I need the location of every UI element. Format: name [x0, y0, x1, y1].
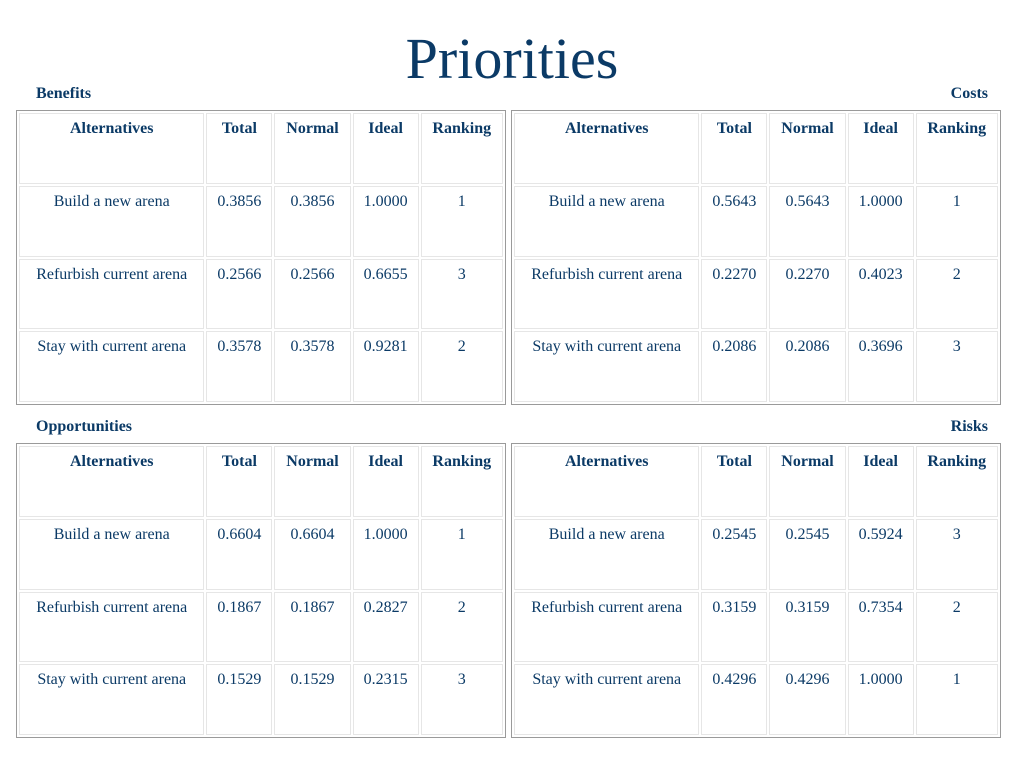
ideal-cell: 0.4023 [848, 259, 914, 330]
header-normal: Normal [769, 113, 845, 184]
costs-label: Costs [950, 85, 988, 102]
normal-cell: 0.4296 [769, 664, 845, 735]
header-total: Total [701, 113, 767, 184]
ideal-cell: 0.3696 [848, 331, 914, 402]
table-header-row [19, 113, 503, 184]
table-row [514, 519, 998, 590]
total-cell: 0.2566 [206, 259, 272, 330]
header-total: Total [206, 446, 272, 517]
normal-cell: 0.1529 [274, 664, 350, 735]
alternative-cell: Refurbish current arena [19, 259, 204, 330]
total-cell: 0.2270 [701, 259, 767, 330]
header-normal: Normal [274, 446, 350, 517]
risks-label: Risks [950, 418, 988, 435]
ranking-cell: 1 [421, 519, 503, 590]
table-row [514, 259, 998, 330]
table-row [514, 592, 998, 663]
table-row [19, 519, 503, 590]
table-row [514, 186, 998, 257]
total-cell: 0.4296 [701, 664, 767, 735]
alternative-cell: Build a new arena [19, 519, 204, 590]
ideal-cell: 1.0000 [848, 664, 914, 735]
table-row [514, 331, 998, 402]
total-cell: 0.1867 [206, 592, 272, 663]
benefits-table [16, 110, 506, 405]
header-ideal: Ideal [848, 113, 914, 184]
total-cell: 0.3159 [701, 592, 767, 663]
table-header-row [514, 113, 998, 184]
normal-cell: 0.2545 [769, 519, 845, 590]
table-header-row [514, 446, 998, 517]
ranking-cell: 1 [916, 664, 998, 735]
alternative-cell: Stay with current arena [514, 664, 699, 735]
total-cell: 0.2086 [701, 331, 767, 402]
ideal-cell: 1.0000 [353, 519, 419, 590]
alternative-cell: Build a new arena [19, 186, 204, 257]
header-ranking: Ranking [916, 113, 998, 184]
header-normal: Normal [769, 446, 845, 517]
alternative-cell: Build a new arena [514, 519, 699, 590]
total-cell: 0.5643 [701, 186, 767, 257]
normal-cell: 0.2566 [274, 259, 350, 330]
ranking-cell: 1 [916, 186, 998, 257]
alternative-cell: Refurbish current arena [514, 592, 699, 663]
ranking-cell: 2 [421, 331, 503, 402]
alternative-cell: Refurbish current arena [514, 259, 699, 330]
normal-cell: 0.3578 [274, 331, 350, 402]
ideal-cell: 0.6655 [353, 259, 419, 330]
ranking-cell: 2 [916, 592, 998, 663]
alternative-cell: Refurbish current arena [19, 592, 204, 663]
normal-cell: 0.5643 [769, 186, 845, 257]
ranking-cell: 3 [421, 664, 503, 735]
ranking-cell: 2 [421, 592, 503, 663]
table-row [19, 331, 503, 402]
header-alternatives: Alternatives [19, 446, 204, 517]
ideal-cell: 1.0000 [353, 186, 419, 257]
alternative-cell: Stay with current arena [514, 331, 699, 402]
benefits-label: Benefits [36, 85, 92, 102]
opportunities-table [16, 443, 506, 738]
ideal-cell: 0.5924 [848, 519, 914, 590]
alternative-cell: Stay with current arena [19, 331, 204, 402]
header-ranking: Ranking [421, 446, 503, 517]
header-alternatives: Alternatives [514, 446, 699, 517]
header-alternatives: Alternatives [19, 113, 204, 184]
table-header-row [19, 446, 503, 517]
normal-cell: 0.3856 [274, 186, 350, 257]
total-cell: 0.1529 [206, 664, 272, 735]
normal-cell: 0.6604 [274, 519, 350, 590]
total-cell: 0.3856 [206, 186, 272, 257]
total-cell: 0.2545 [701, 519, 767, 590]
total-cell: 0.6604 [206, 519, 272, 590]
header-total: Total [701, 446, 767, 517]
costs-table [511, 110, 1001, 405]
header-total: Total [206, 113, 272, 184]
normal-cell: 0.2086 [769, 331, 845, 402]
opportunities-label: Opportunities [36, 418, 133, 435]
normal-cell: 0.3159 [769, 592, 845, 663]
ranking-cell: 1 [421, 186, 503, 257]
ideal-cell: 0.7354 [848, 592, 914, 663]
header-ranking: Ranking [916, 446, 998, 517]
header-normal: Normal [274, 113, 350, 184]
ranking-cell: 3 [916, 519, 998, 590]
ideal-cell: 0.9281 [353, 331, 419, 402]
ideal-cell: 0.2315 [353, 664, 419, 735]
header-ranking: Ranking [421, 113, 503, 184]
table-row [19, 259, 503, 330]
header-ideal: Ideal [848, 446, 914, 517]
normal-cell: 0.1867 [274, 592, 350, 663]
header-ideal: Ideal [353, 113, 419, 184]
risks-table [511, 443, 1001, 738]
page-title: Priorities [405, 26, 619, 91]
ideal-cell: 0.2827 [353, 592, 419, 663]
ranking-cell: 3 [916, 331, 998, 402]
ranking-cell: 2 [916, 259, 998, 330]
alternative-cell: Stay with current arena [19, 664, 204, 735]
header-alternatives: Alternatives [514, 113, 699, 184]
total-cell: 0.3578 [206, 331, 272, 402]
table-row [514, 664, 998, 735]
normal-cell: 0.2270 [769, 259, 845, 330]
table-row [19, 186, 503, 257]
ideal-cell: 1.0000 [848, 186, 914, 257]
table-row [19, 592, 503, 663]
header-ideal: Ideal [353, 446, 419, 517]
ranking-cell: 3 [421, 259, 503, 330]
alternative-cell: Build a new arena [514, 186, 699, 257]
table-row [19, 664, 503, 735]
